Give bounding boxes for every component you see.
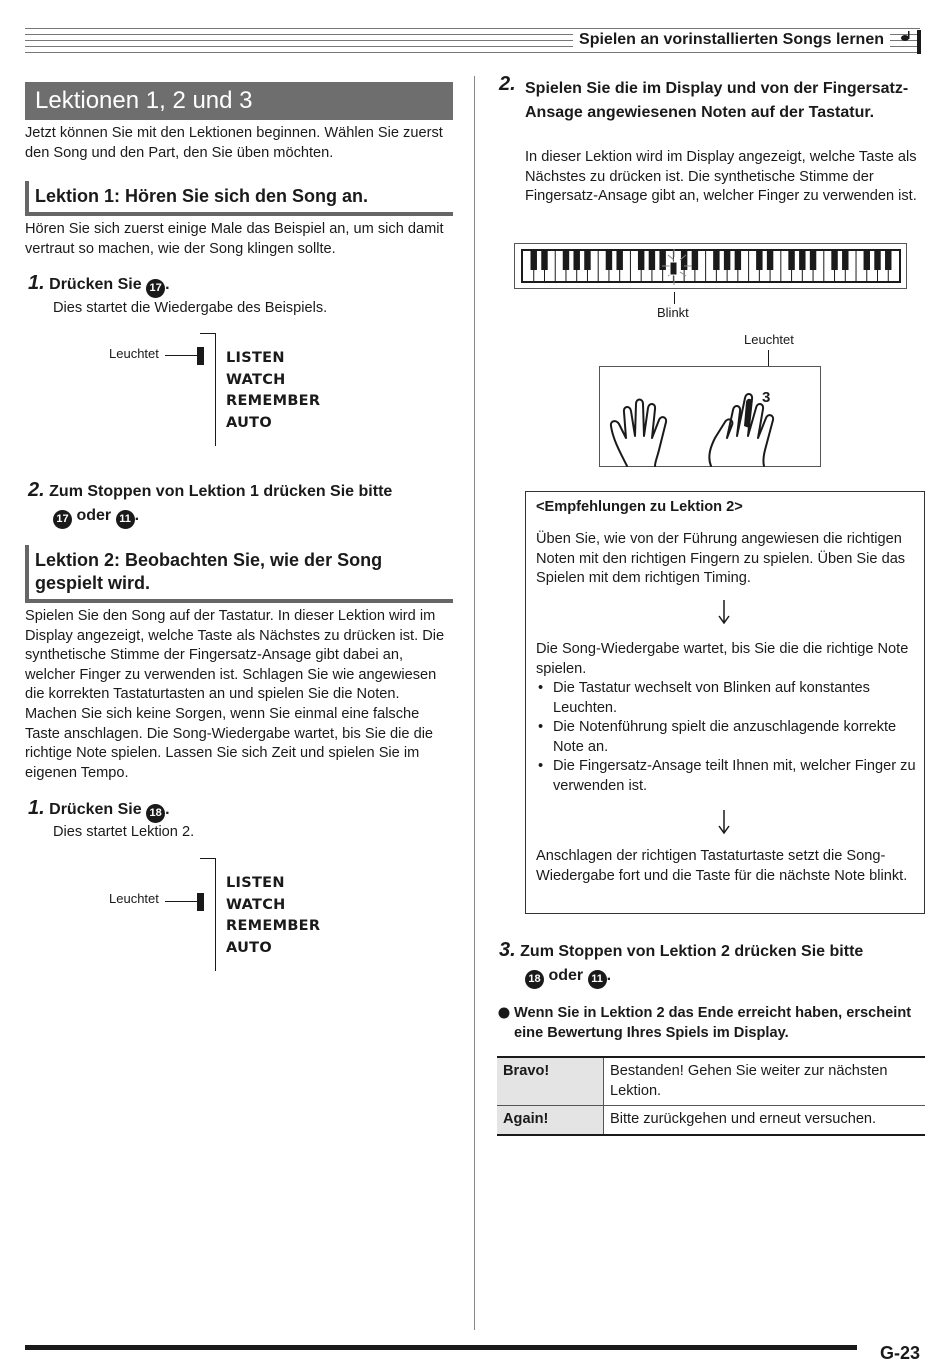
blink-pointer xyxy=(674,292,675,304)
mode-listen: LISTEN xyxy=(226,875,285,891)
list-item: • Die Notenführung spielt die anzuschlagende korrekte Note an. xyxy=(536,718,916,757)
black-key xyxy=(606,251,612,270)
score-value: Bitte zurückgehen und erneut versuchen. xyxy=(604,1106,926,1135)
finger-lit-label: Leuchtet xyxy=(744,332,794,347)
intro-text: Jetzt können Sie mit den Lektionen beginnen. Wählen Sie zuerst den Song und den Part, den Sie üben möchten. xyxy=(25,125,443,161)
lesson2-step1: 1. Drücken Sie 18 . xyxy=(28,797,170,823)
lesson1-heading: Lektion 1: Hören Sie sich den Song an. xyxy=(25,181,453,216)
page-number: G-23 xyxy=(880,1343,921,1363)
lesson1-step1: 1. Drücken Sie 17 . xyxy=(28,272,170,298)
black-key xyxy=(735,251,741,270)
music-note-icon xyxy=(899,30,921,54)
step-number: 1. xyxy=(28,797,45,819)
section-banner: Lektionen 1, 2 und 3 xyxy=(25,82,453,120)
black-key xyxy=(713,251,719,270)
lamp-bracket xyxy=(200,333,216,446)
black-key xyxy=(874,251,880,270)
black-key xyxy=(831,251,837,270)
black-key xyxy=(885,251,891,270)
black-key xyxy=(810,251,816,270)
lamp-label: Leuchtet xyxy=(109,891,159,906)
mode-remember: REMEMBER xyxy=(226,393,321,409)
footer-rule xyxy=(25,1345,857,1350)
recommendation-bullets xyxy=(536,679,916,797)
black-key xyxy=(638,251,644,270)
lesson1-text: Hören Sie sich zuerst einige Male das Beispiel an, um sich damit vertraut so machen, wie der Song klingen sollte. xyxy=(25,221,444,257)
column-divider xyxy=(474,76,475,1330)
black-key xyxy=(864,251,870,270)
score-table xyxy=(497,1056,925,1136)
lesson1-step2: 2. Zum Stoppen von Lektion 1 drücken Sie bitte 17 oder 11 . xyxy=(28,478,448,529)
black-key xyxy=(799,251,805,270)
lesson2-heading: Lektion 2: Beobachten Sie, wie der Song gespielt wird. xyxy=(25,545,453,603)
black-key xyxy=(616,251,622,270)
black-key xyxy=(584,251,590,270)
step-label: Drücken Sie xyxy=(49,801,142,818)
step-number: 1. xyxy=(28,272,45,294)
mode-watch: WATCH xyxy=(226,371,286,388)
black-key xyxy=(724,251,730,270)
right-step2-label: Spielen Sie die im Display und von der Fingersatz-Ansage angewiesenen Noten auf der Tastatur. xyxy=(525,80,909,121)
right-step2-number: 2. xyxy=(499,73,516,95)
step-number: 2. xyxy=(28,479,45,501)
arrow-down-icon xyxy=(718,600,730,629)
header-title: Spielen an vorinstallierten Songs lernen xyxy=(573,31,890,49)
score-note: Wenn Sie in Lektion 2 das Ende erreicht haben, erscheint eine Bewertung Ihres Spiels im Display. xyxy=(514,1005,912,1041)
recommendation-p3: Anschlagen der richtigen Tastaturtaste setzt die Song-Wiedergabe fort und die Taste für die nächste Note blinkt. xyxy=(536,848,908,884)
black-key xyxy=(573,251,579,270)
black-key xyxy=(659,251,665,270)
step-number: 3. xyxy=(499,939,516,961)
recommendation-p2: Die Song-Wiedergabe wartet, bis Sie die die richtige Note spielen. xyxy=(536,641,909,677)
step-label: Drücken Sie xyxy=(49,276,142,293)
table-row xyxy=(497,1106,925,1135)
table-row xyxy=(497,1057,925,1106)
mode-watch: WATCH xyxy=(226,896,286,913)
black-key xyxy=(541,251,547,270)
button-18-icon: 18 xyxy=(146,804,165,823)
blink-label: Blinkt xyxy=(657,305,689,320)
black-key xyxy=(842,251,848,270)
lesson2-step1-desc: Dies startet Lektion 2. xyxy=(53,824,195,840)
lamp-pointer xyxy=(165,355,197,356)
finger-number: 3 xyxy=(762,389,771,406)
mode-list xyxy=(226,873,320,959)
score-key: Again! xyxy=(497,1106,604,1135)
lesson1-step1-desc: Dies startet die Wiedergabe des Beispiels. xyxy=(53,300,328,316)
right-step2-desc: In dieser Lektion wird im Display angezeigt, welche Taste als Nächstes zu drücken ist. Die synthetische Stimme der Fingersatz-Ansage gibt an, welcher Finger zu verwenden ist. xyxy=(525,149,917,205)
black-key xyxy=(767,251,773,270)
mode-listen: LISTEN xyxy=(226,350,285,366)
arrow-down-icon xyxy=(718,810,730,839)
black-key xyxy=(756,251,762,270)
bullet-dot-icon xyxy=(498,1006,512,1020)
black-key xyxy=(788,251,794,270)
lamp-bracket xyxy=(200,858,216,971)
step-label: Zum Stoppen von Lektion 1 drücken Sie bitte xyxy=(49,483,393,500)
mode-remember: REMEMBER xyxy=(226,918,321,934)
mode-list xyxy=(226,348,320,434)
button-11-icon: 11 xyxy=(588,970,607,989)
black-key xyxy=(563,251,569,270)
button-17-icon: 17 xyxy=(146,279,165,298)
button-17-icon: 17 xyxy=(53,510,72,529)
button-18-icon: 18 xyxy=(525,970,544,989)
mode-auto: AUTO xyxy=(226,939,272,956)
black-key xyxy=(531,251,537,270)
list-item: • Die Tastatur wechselt von Blinken auf konstantes Leuchten. xyxy=(536,679,916,718)
black-key xyxy=(681,251,687,270)
recommendation-title: <Empfehlungen zu Lektion 2> xyxy=(536,499,743,515)
mode-auto: AUTO xyxy=(226,414,272,431)
lamp-pointer xyxy=(165,901,197,902)
black-key xyxy=(692,251,698,270)
list-item: • Die Fingersatz-Ansage teilt Ihnen mit, welcher Finger zu verwenden ist. xyxy=(536,757,916,796)
lamp-label: Leuchtet xyxy=(109,346,159,361)
step-label: Zum Stoppen von Lektion 2 drücken Sie bitte xyxy=(520,943,864,960)
lesson2-text: Spielen Sie den Song auf der Tastatur. In dieser Lektion wird im Display angezeigt, welche Taste als Nächstes zu drücken ist. Die synthetische Stimme der Fingersatz-Ansage gibt dabei an, welcher Finger zu verwenden ist. Schlagen Sie wie angewiesen die korrekten Tastaturtasten an und spielen Sie die Noten. Machen Sie sich keine Sorgen, wenn Sie einmal eine falsche Taste anschlagen. Die Song-Wiedergabe wartet, bis Sie die die richtige Note spielen. Lassen Sie sich Zeit und spielen Sie im eigenen Tempo. xyxy=(25,608,445,781)
hands-illustration xyxy=(599,366,821,473)
right-step3: 3. Zum Stoppen von Lektion 2 drücken Sie bitte 18 oder 11 . xyxy=(499,938,925,989)
button-11-icon: 11 xyxy=(116,510,135,529)
black-key xyxy=(649,251,655,270)
score-key: Bravo! xyxy=(497,1057,604,1106)
keyboard-illustration xyxy=(514,243,908,294)
recommendation-p1: Üben Sie, wie von der Führung angewiesen die richtigen Noten mit den richtigen Fingern zu spielen. Üben Sie das Spielen mit dem richtigen Timing. xyxy=(536,531,906,587)
score-value: Bestanden! Gehen Sie weiter zur nächsten Lektion. xyxy=(604,1057,926,1106)
